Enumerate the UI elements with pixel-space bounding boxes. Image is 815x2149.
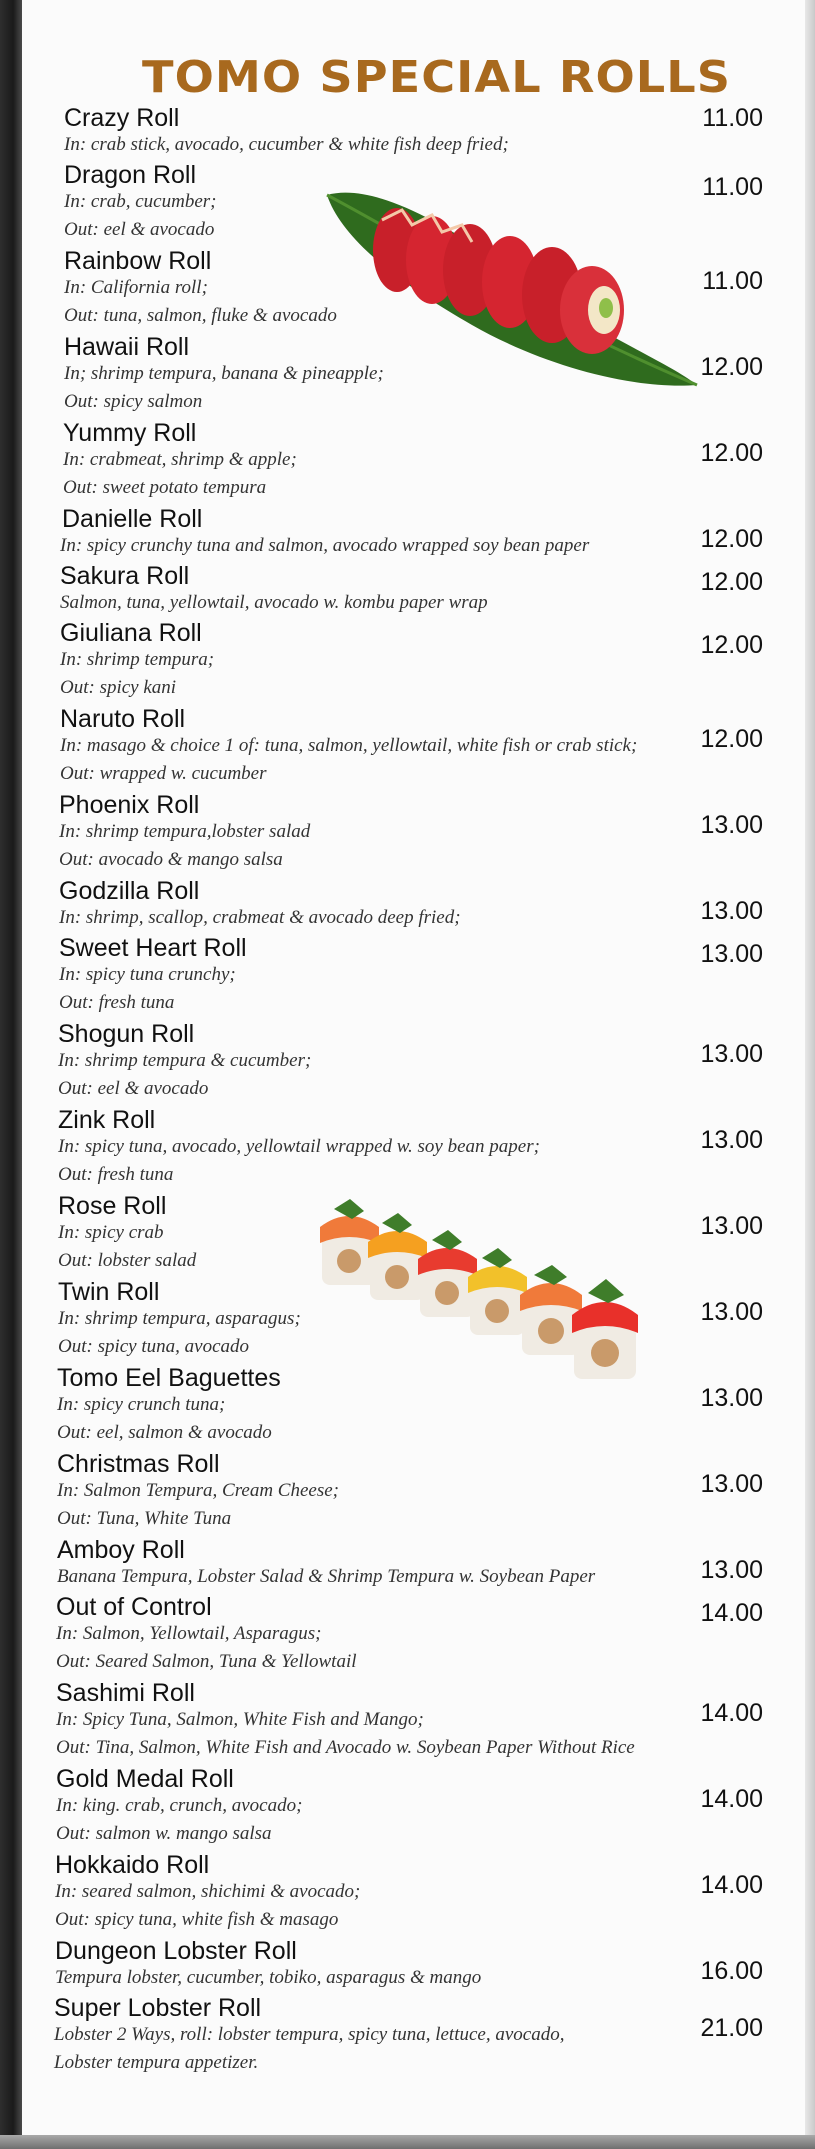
item-name: Dungeon Lobster Roll	[55, 1937, 297, 1965]
item-description: In: crabmeat, shrimp & apple;	[63, 449, 297, 470]
item-price: 11.00	[702, 104, 763, 132]
page-edge	[805, 0, 815, 2149]
item-price: 14.00	[700, 1871, 763, 1899]
item-description: In: California roll;	[64, 277, 208, 298]
item-price: 13.00	[700, 940, 763, 968]
item-price: 12.00	[700, 525, 763, 553]
item-name: Amboy Roll	[57, 1536, 185, 1564]
item-description: Out: eel & avocado	[64, 219, 215, 240]
item-price: 12.00	[700, 439, 763, 467]
item-price: 13.00	[700, 1126, 763, 1154]
item-name: Giuliana Roll	[60, 619, 202, 647]
item-price: 13.00	[700, 1470, 763, 1498]
item-name: Godzilla Roll	[59, 877, 200, 905]
item-description: In: shrimp, scallop, crabmeat & avocado deep fried;	[59, 907, 461, 928]
item-description: In: shrimp tempura,lobster salad	[59, 821, 311, 842]
item-name: Crazy Roll	[64, 104, 180, 132]
item-description: Out: spicy kani	[60, 677, 177, 698]
item-price: 13.00	[700, 1384, 763, 1412]
item-name: Super Lobster Roll	[54, 1994, 262, 2022]
dragon-roll-photo	[322, 180, 702, 390]
item-description: In: shrimp tempura, asparagus;	[58, 1308, 301, 1329]
item-description: Out: spicy salmon	[64, 391, 203, 412]
item-name: Sweet Heart Roll	[59, 934, 247, 962]
item-price: 14.00	[700, 1785, 763, 1813]
item-name: Twin Roll	[58, 1278, 160, 1306]
item-description: In: masago & choice 1 of: tuna, salmon, yellowtail, white fish or crab stick;	[60, 735, 638, 756]
item-name: Rose Roll	[58, 1192, 167, 1220]
item-description: Out: lobster salad	[58, 1250, 197, 1271]
item-description: In: spicy tuna, avocado, yellowtail wrapped w. soy bean paper;	[58, 1136, 540, 1157]
item-name: Hokkaido Roll	[55, 1851, 210, 1879]
item-description: In: spicy tuna crunchy;	[59, 964, 236, 985]
item-description: Tempura lobster, cucumber, tobiko, asparagus & mango	[55, 1967, 482, 1988]
item-description: Out: eel & avocado	[58, 1078, 209, 1099]
item-description: Salmon, tuna, yellowtail, avocado w. kombu paper wrap	[60, 592, 488, 613]
item-name: Phoenix Roll	[59, 791, 200, 819]
item-description: In: Spicy Tuna, Salmon, White Fish and Mango;	[56, 1709, 424, 1730]
item-description: Banana Tempura, Lobster Salad & Shrimp Tempura w. Soybean Paper	[57, 1566, 596, 1587]
item-name: Sakura Roll	[60, 562, 190, 590]
item-description: Out: Tuna, White Tuna	[57, 1508, 232, 1529]
item-description: In: crab, cucumber;	[64, 191, 217, 212]
item-price: 13.00	[700, 811, 763, 839]
item-name: Shogun Roll	[58, 1020, 195, 1048]
item-description: In: seared salmon, shichimi & avocado;	[55, 1881, 361, 1902]
item-description: Out: avocado & mango salsa	[59, 849, 283, 870]
item-name: Dragon Roll	[64, 161, 197, 189]
item-name: Christmas Roll	[57, 1450, 220, 1478]
item-price: 13.00	[700, 897, 763, 925]
item-price: 16.00	[700, 1957, 763, 1985]
item-description: Out: salmon w. mango salsa	[56, 1823, 272, 1844]
item-price: 11.00	[702, 267, 763, 295]
item-description: In: Salmon, Yellowtail, Asparagus;	[56, 1623, 322, 1644]
item-name: Naruto Roll	[60, 705, 186, 733]
item-name: Hawaii Roll	[64, 333, 190, 361]
item-description: In: spicy crunch tuna;	[57, 1394, 226, 1415]
item-description: Out: sweet potato tempura	[63, 477, 267, 498]
item-name: Yummy Roll	[63, 419, 197, 447]
item-name: Danielle Roll	[62, 505, 203, 533]
item-description: In: Salmon Tempura, Cream Cheese;	[57, 1480, 339, 1501]
item-price: 13.00	[700, 1040, 763, 1068]
item-name: Rainbow Roll	[64, 247, 212, 275]
item-description: Out: eel, salmon & avocado	[57, 1422, 272, 1443]
binding-edge	[0, 0, 22, 2149]
item-description: Lobster 2 Ways, roll: lobster tempura, spicy tuna, lettuce, avocado,	[54, 2024, 565, 2045]
item-description: In: spicy crab	[58, 1222, 164, 1243]
item-price: 11.00	[702, 173, 763, 201]
item-name: Gold Medal Roll	[56, 1765, 234, 1793]
assorted-rolls-photo	[312, 1195, 682, 1400]
item-description: In: crab stick, avocado, cucumber & white fish deep fried;	[64, 134, 509, 155]
item-price: 13.00	[700, 1212, 763, 1240]
item-price: 12.00	[700, 631, 763, 659]
item-price: 12.00	[700, 568, 763, 596]
item-description: In: spicy crunchy tuna and salmon, avocado wrapped soy bean paper	[60, 535, 590, 556]
item-price: 13.00	[700, 1556, 763, 1584]
item-description: In; shrimp tempura, banana & pineapple;	[64, 363, 384, 384]
item-description: Out: wrapped w. cucumber	[60, 763, 267, 784]
item-description: Out: tuna, salmon, fluke & avocado	[64, 305, 337, 326]
item-name: Sashimi Roll	[56, 1679, 195, 1707]
menu-title: TOMO SPECIAL ROLLS	[142, 52, 732, 103]
item-description: Out: fresh tuna	[58, 1164, 174, 1185]
bottom-edge	[0, 2135, 815, 2149]
item-description: Out: spicy tuna, avocado	[58, 1336, 250, 1357]
item-description: In: shrimp tempura & cucumber;	[58, 1050, 312, 1071]
item-description: Out: fresh tuna	[59, 992, 175, 1013]
item-name: Tomo Eel Baguettes	[57, 1364, 281, 1392]
item-price: 21.00	[700, 2014, 763, 2042]
item-price: 12.00	[700, 353, 763, 381]
item-description: Out: Tina, Salmon, White Fish and Avocado w. Soybean Paper Without Rice	[56, 1737, 635, 1758]
item-description: Lobster tempura appetizer.	[54, 2052, 259, 2073]
item-name: Zink Roll	[58, 1106, 156, 1134]
item-name: Out of Control	[56, 1593, 212, 1621]
item-description: Out: spicy tuna, white fish & masago	[55, 1909, 339, 1930]
item-price: 14.00	[700, 1699, 763, 1727]
item-description: In: shrimp tempura;	[60, 649, 215, 670]
menu-page	[22, 0, 805, 2135]
item-price: 14.00	[700, 1599, 763, 1627]
item-price: 12.00	[700, 725, 763, 753]
item-description: Out: Seared Salmon, Tuna & Yellowtail	[56, 1651, 357, 1672]
item-description: In: king. crab, crunch, avocado;	[56, 1795, 303, 1816]
item-price: 13.00	[700, 1298, 763, 1326]
